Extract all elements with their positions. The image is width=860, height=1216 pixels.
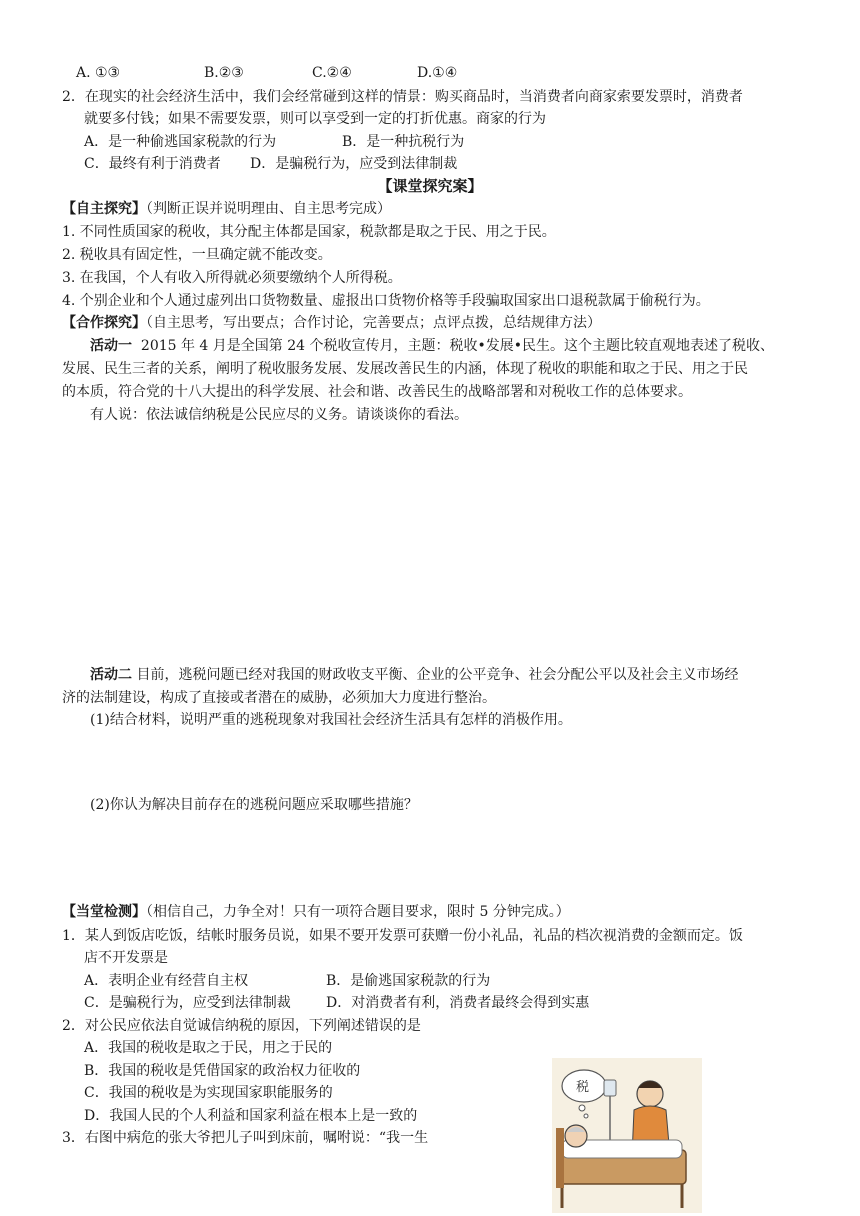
option-a: A. ①③ xyxy=(76,65,121,81)
activity-1-question: 有人说：依法诚信纳税是公民应尽的义务。请谈谈你的看法。 xyxy=(90,407,468,423)
class-test-note: （相信自己，力争全对！只有一项符合题目要求，限时 5 分钟完成。） xyxy=(146,904,570,920)
coop-explore-note: （自主思考，写出要点；合作讨论，完善要点；点评点拨，总结规律方法） xyxy=(146,315,601,331)
activity-1-line3: 的本质，符合党的十八大提出的科学发展、社会和谐、改善民生的战略部署和对税收工作的总体要求。 xyxy=(62,384,692,400)
test-q1-stem-line2: 店不开发票是 xyxy=(84,950,168,966)
option-c: C．是骗税行为，应受到法律制裁 xyxy=(84,995,291,1011)
test-q2-option: C．我国的税收是为实现国家职能服务的 xyxy=(84,1085,333,1101)
option-c: C.②④ xyxy=(312,65,352,81)
option-d: D．对消费者有利，消费者最终会得到实惠 xyxy=(326,995,590,1011)
test-q2-stem: 2．对公民应依法自觉诚信纳税的原因，下列阐述错误的是 xyxy=(62,1018,421,1034)
self-explore-header xyxy=(62,199,391,219)
activity-2-question-2: (2)你认为解决目前存在的逃税问题应采取哪些措施？ xyxy=(90,797,418,813)
test-q2-option: A．我国的税收是取之于民，用之于民的 xyxy=(84,1040,333,1056)
question-2-options-row1 xyxy=(84,132,464,152)
activity-1-label: 活动一 xyxy=(90,338,132,354)
sick-grandfather-bed-illustration xyxy=(552,1058,702,1213)
option-a: A．表明企业有经营自主权 xyxy=(84,973,249,989)
test-q1-stem-line1: 1．某人到饭店吃饭，结帐时服务员说，如果不要开发票可获赠一份小礼品，礼品的档次视消费的金额而定。饭 xyxy=(62,928,743,944)
coop-explore-header xyxy=(62,313,601,333)
option-b: B．是一种抗税行为 xyxy=(342,134,465,150)
test-q2-option: B．我国的税收是凭借国家的政治权力征收的 xyxy=(84,1063,361,1079)
option-a: A．是一种偷逃国家税款的行为 xyxy=(84,134,277,150)
option-b: B．是偷逃国家税款的行为 xyxy=(326,973,491,989)
question-2-stem-line2: 就要多付钱；如果不需要发票，则可以享受到一定的打折优惠。商家的行为 xyxy=(84,111,546,127)
test-q2-option: D．我国人民的个人利益和国家利益在根本上是一致的 xyxy=(84,1108,418,1124)
self-explore-item: 2. 税收具有固定性，一旦确定就不能改变。 xyxy=(62,247,332,263)
activity-1-line2: 发展、民生三者的关系，阐明了税收服务发展、发展改善民生的内涵，体现了税收的职能和取之于民、用之于民 xyxy=(62,361,748,377)
class-test-header xyxy=(62,902,570,922)
option-c: C．最终有利于消费者 xyxy=(84,156,221,172)
test-q3-stem: 3．右图中病危的张大爷把儿子叫到床前，嘱咐说：“我一生 xyxy=(62,1130,429,1146)
prev-question-options xyxy=(76,63,457,83)
activity-1-text: 2015 年 4 月是全国第 24 个税收宣传月，主题：税收•发展•民生。这个主题比较直观地表述了税收、 xyxy=(140,338,775,354)
self-explore-note: （判断正误并说明理由、自主思考完成） xyxy=(146,201,391,217)
bubble-tax-char: 税 xyxy=(576,1080,590,1095)
activity-2-label: 活动二 xyxy=(90,667,132,683)
question-2-options-row2 xyxy=(84,154,457,174)
activity-2-line1 xyxy=(90,665,738,685)
class-test-heading: 【当堂检测】 xyxy=(62,904,146,920)
activity-1-line1 xyxy=(90,336,774,356)
test-q1-options-row1 xyxy=(84,971,490,991)
question-2-stem-line1: 2．在现实的社会经济生活中，我们会经常碰到这样的情景：购买商品时，当消费者向商家索要发票时，消费者 xyxy=(62,89,743,105)
self-explore-heading: 【自主探究】 xyxy=(62,201,146,217)
activity-2-text: 目前，逃税问题已经对我国的财政收支平衡、企业的公平竞争、社会分配公平以及社会主义市场经 xyxy=(136,667,739,683)
option-d: D．是骗税行为，应受到法律制裁 xyxy=(250,156,458,172)
coop-explore-heading: 【合作探究】 xyxy=(62,315,146,331)
self-explore-item: 3. 在我国，个人有收入所得就必须要缴纳个人所得税。 xyxy=(62,270,402,286)
activity-2-question-1: (1)结合材料，说明严重的逃税现象对我国社会经济生活具有怎样的消极作用。 xyxy=(90,712,572,728)
test-q1-options-row2 xyxy=(84,993,589,1013)
option-b: B.②③ xyxy=(204,65,244,81)
activity-2-line2: 济的法制建设，构成了直接或者潜在的威胁，必须加大力度进行整治。 xyxy=(62,690,496,706)
self-explore-item: 1. 不同性质国家的税收，其分配主体都是国家，税款都是取之于民、用之于民。 xyxy=(62,224,556,240)
self-explore-item: 4. 个别企业和个人通过虚列出口货物数量、虚报出口货物价格等手段骗取国家出口退税款属于偷税行为。 xyxy=(62,293,710,309)
option-d: D.①④ xyxy=(417,65,458,81)
section-title: 【课堂探究案】 xyxy=(377,177,483,195)
